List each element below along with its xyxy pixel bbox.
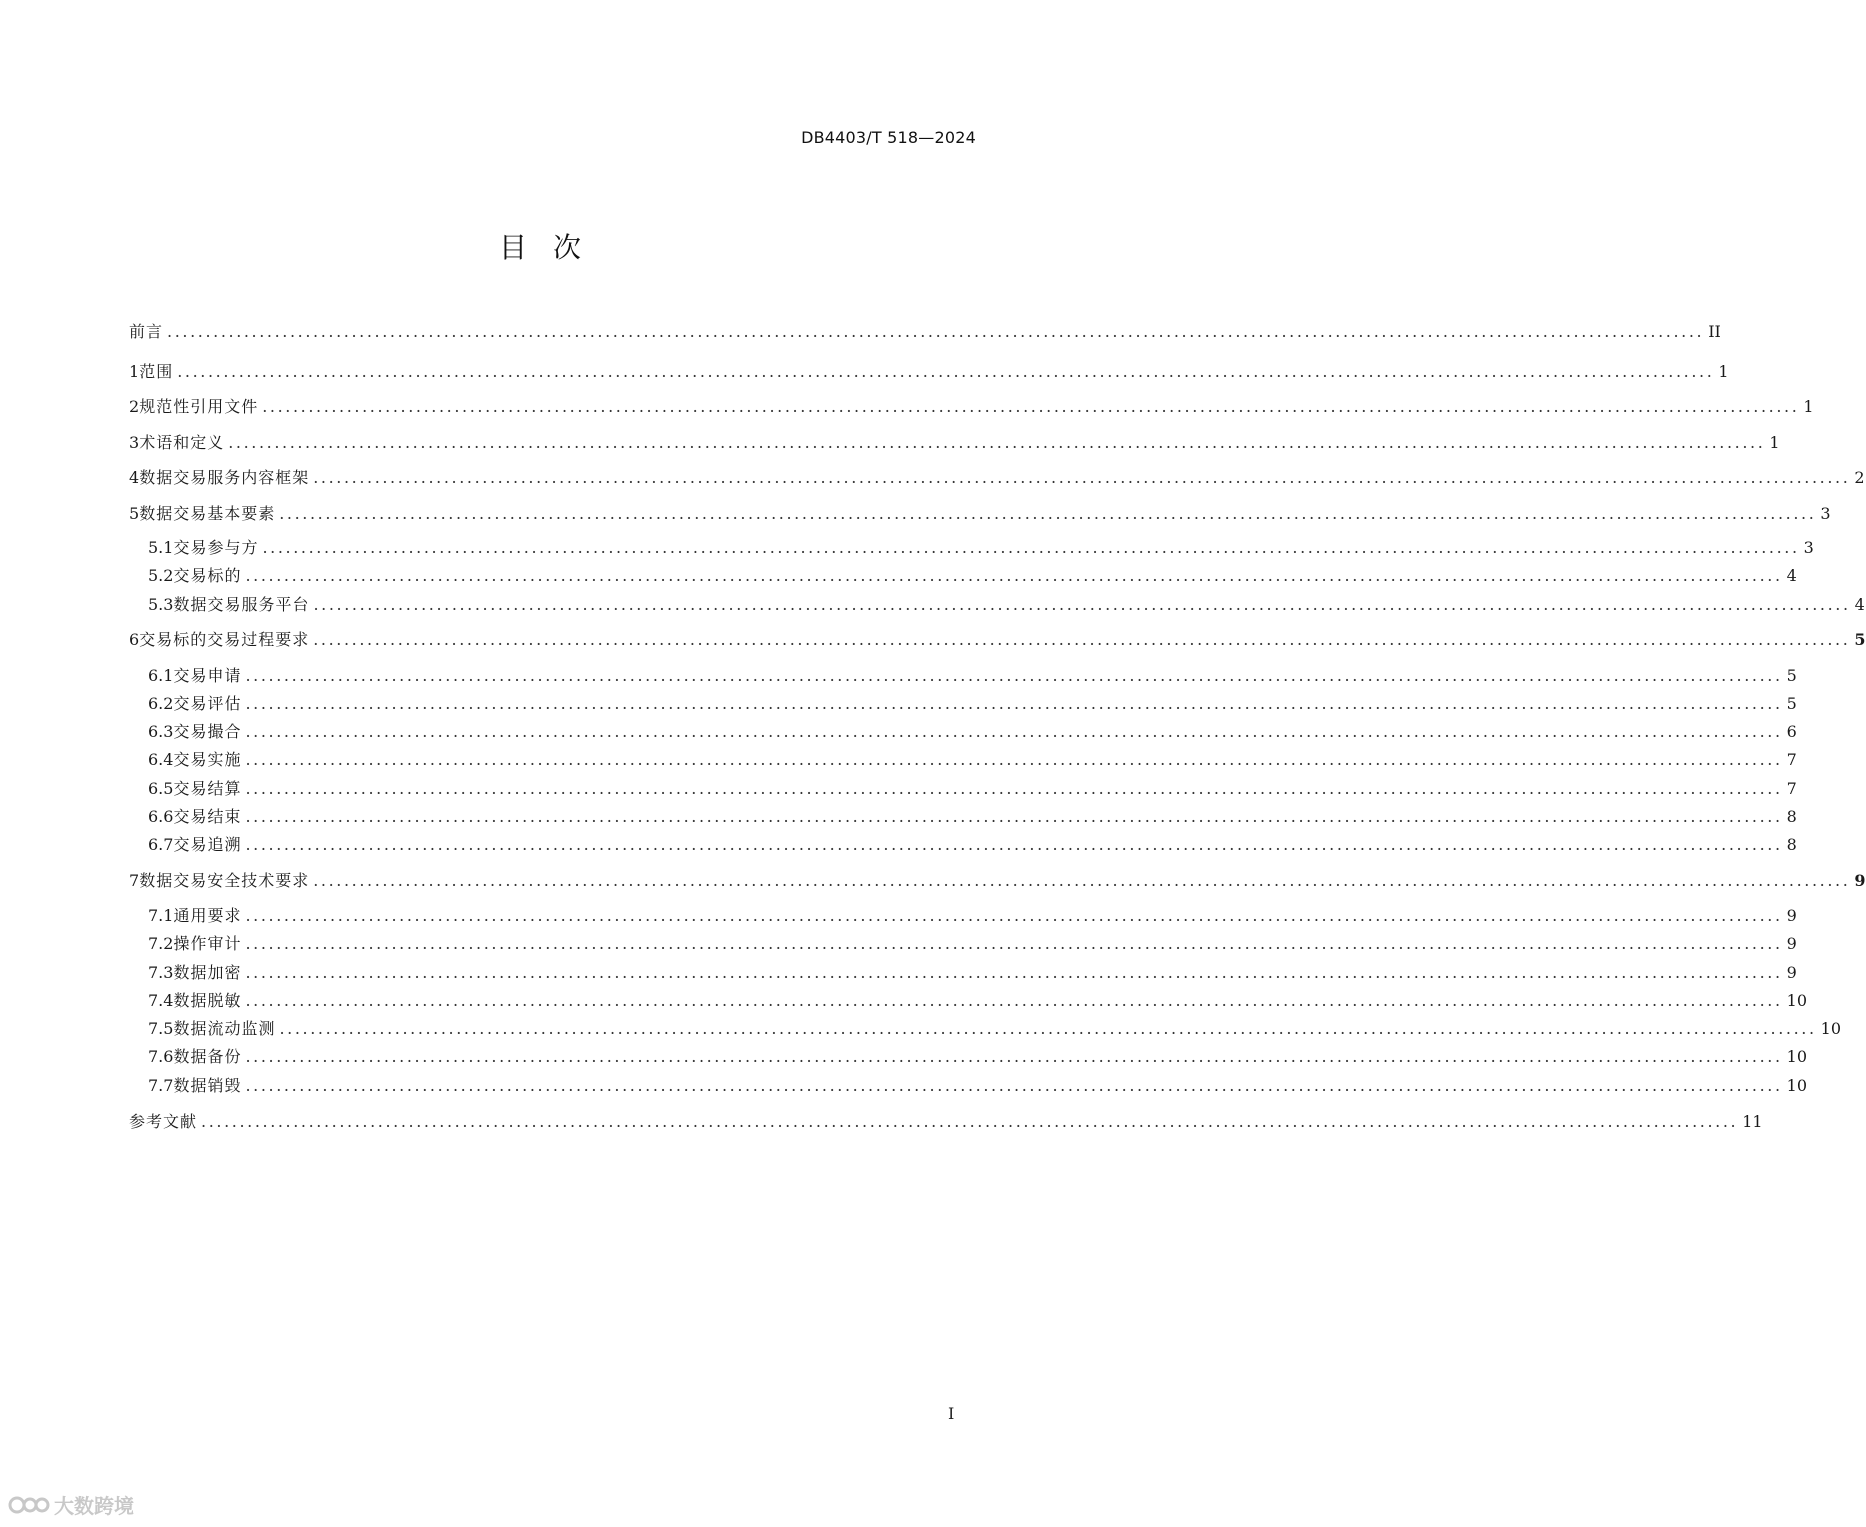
toc-entry-label: 交易评估 xyxy=(173,694,242,713)
toc-entry-page: 10 xyxy=(1820,1019,1842,1038)
toc-entry-page: 3 xyxy=(1803,538,1814,557)
toc-entry[interactable] xyxy=(148,805,1797,829)
toc-entry-page: 8 xyxy=(1786,807,1797,826)
toc-entry[interactable] xyxy=(148,692,1797,716)
toc-entry-label: 参考文献 xyxy=(129,1112,198,1131)
toc-leader-dots: ........................................................................................................................................................................................................ xyxy=(313,468,1851,487)
toc-entry[interactable] xyxy=(148,833,1797,857)
toc-entry-page: 1 xyxy=(1718,362,1729,381)
toc-entry-label: 数据加密 xyxy=(173,963,242,982)
toc-leader-dots: ........................................................................................................................................................................................................ xyxy=(313,595,1851,614)
toc-entry-page: 9 xyxy=(1786,934,1797,953)
toc-entry[interactable] xyxy=(148,904,1797,928)
toc-entry-label: 交易申请 xyxy=(173,666,242,685)
toc-entry-page: 5 xyxy=(1786,694,1797,713)
toc-entry[interactable] xyxy=(148,961,1797,985)
toc-entry-page: 4 xyxy=(1786,566,1797,585)
toc-leader-dots: ........................................................................................................................................................................................................ xyxy=(245,807,1783,826)
toc-entry[interactable] xyxy=(148,1045,1808,1069)
toc-entry-page: 10 xyxy=(1786,1076,1808,1095)
toc-entry-label: 术语和定义 xyxy=(139,433,225,452)
toc-entry-number: 6.5 xyxy=(148,779,174,798)
toc-entry-number: 6.1 xyxy=(148,666,174,685)
toc-entry-label: 交易结束 xyxy=(173,807,242,826)
toc-entry-page: II xyxy=(1708,322,1721,341)
toc-entry-number: 6.3 xyxy=(148,722,174,741)
toc-entry-page: 3 xyxy=(1820,504,1831,523)
toc-leader-dots: ........................................................................................................................................................................................................ xyxy=(201,1112,1739,1131)
toc-leader-dots: ........................................................................................................................................................................................................ xyxy=(313,871,1851,890)
toc-entry-number: 7.5 xyxy=(148,1019,174,1038)
toc-entry-label: 数据交易安全技术要求 xyxy=(139,871,310,890)
toc-entry-label: 数据脱敏 xyxy=(173,991,242,1010)
toc-entry-number: 5 xyxy=(129,504,140,523)
toc-leader-dots: ........................................................................................................................................................................................................ xyxy=(262,397,1800,416)
toc-entry[interactable] xyxy=(148,593,1865,617)
toc-title: 目次 xyxy=(498,231,607,264)
toc-entry-number: 7 xyxy=(129,871,140,890)
toc-entry-label: 数据销毁 xyxy=(173,1076,242,1095)
toc-entry[interactable] xyxy=(148,720,1797,744)
toc-entry-page: 9 xyxy=(1854,871,1866,890)
toc-entry[interactable] xyxy=(129,1110,1763,1134)
toc-entry-page: 10 xyxy=(1786,1047,1808,1066)
toc-leader-dots: ........................................................................................................................................................................................................ xyxy=(279,504,1817,523)
toc-entry-number: 3 xyxy=(129,433,140,452)
toc-entry-page: 9 xyxy=(1786,963,1797,982)
toc-entry-label: 交易标的交易过程要求 xyxy=(139,630,310,649)
toc-entry-page: 5 xyxy=(1854,630,1866,649)
toc-entry[interactable] xyxy=(129,395,1814,419)
toc-entry-label: 通用要求 xyxy=(173,906,242,925)
toc-entry[interactable] xyxy=(129,628,1866,652)
toc-entry-page: 7 xyxy=(1786,779,1797,798)
toc-leader-dots: ........................................................................................................................................................................................................ xyxy=(245,906,1783,925)
toc-entry-page: 5 xyxy=(1786,666,1797,685)
toc-entry-number: 7.3 xyxy=(148,963,174,982)
toc-entry-page: 2 xyxy=(1854,468,1865,487)
toc-entry[interactable] xyxy=(129,466,1865,490)
toc-entry-page: 7 xyxy=(1786,750,1797,769)
brand-logo-icon xyxy=(8,1492,50,1518)
toc-leader-dots: ........................................................................................................................................................................................................ xyxy=(245,566,1783,585)
toc-entry[interactable] xyxy=(148,777,1797,801)
toc-entry-page: 4 xyxy=(1854,595,1865,614)
toc-leader-dots: ........................................................................................................................................................................................................ xyxy=(167,322,1705,341)
toc-entry[interactable] xyxy=(129,320,1721,344)
toc-entry-number: 7.6 xyxy=(148,1047,174,1066)
toc-entry-label: 前言 xyxy=(129,322,164,341)
toc-entry-number: 6.4 xyxy=(148,750,174,769)
toc-entry-page: 1 xyxy=(1769,433,1780,452)
toc-entry-number: 4 xyxy=(129,468,140,487)
toc-entry-number: 1 xyxy=(129,362,140,381)
toc-entry[interactable] xyxy=(148,664,1797,688)
toc-entry-label: 交易结算 xyxy=(173,779,242,798)
toc-entry[interactable] xyxy=(148,989,1808,1013)
toc-entry-label: 规范性引用文件 xyxy=(139,397,259,416)
toc-leader-dots: ........................................................................................................................................................................................................ xyxy=(245,779,1783,798)
toc-entry-number: 6.7 xyxy=(148,835,174,854)
toc-entry-number: 6.6 xyxy=(148,807,174,826)
toc-entry[interactable] xyxy=(148,1017,1842,1041)
toc-leader-dots: ........................................................................................................................................................................................................ xyxy=(245,835,1783,854)
page-number: I xyxy=(948,1404,955,1423)
toc-entry[interactable] xyxy=(129,431,1780,455)
toc-entry[interactable] xyxy=(129,869,1866,893)
toc-entry-label: 数据交易服务平台 xyxy=(173,595,310,614)
toc-leader-dots: ........................................................................................................................................................................................................ xyxy=(245,991,1783,1010)
toc-entry-label: 数据交易服务内容框架 xyxy=(139,468,310,487)
toc-leader-dots: ........................................................................................................................................................................................................ xyxy=(245,1047,1783,1066)
toc-leader-dots: ........................................................................................................................................................................................................ xyxy=(177,362,1715,381)
toc-entry-number: 7.7 xyxy=(148,1076,174,1095)
watermark xyxy=(8,1490,134,1519)
toc-leader-dots: ........................................................................................................................................................................................................ xyxy=(313,630,1851,649)
toc-entry-label: 交易参与方 xyxy=(173,538,259,557)
toc-entry[interactable] xyxy=(148,1074,1808,1098)
toc-entry-label: 范围 xyxy=(139,362,174,381)
toc-entry[interactable] xyxy=(129,360,1729,384)
toc-leader-dots: ........................................................................................................................................................................................................ xyxy=(262,538,1800,557)
toc-entry-number: 2 xyxy=(129,397,140,416)
toc-leader-dots: ........................................................................................................................................................................................................ xyxy=(245,722,1783,741)
toc-entry-page: 1 xyxy=(1803,397,1814,416)
toc-entry-number: 5.3 xyxy=(148,595,174,614)
toc-entry-number: 6.2 xyxy=(148,694,174,713)
toc-leader-dots: ........................................................................................................................................................................................................ xyxy=(245,666,1783,685)
toc-entry-number: 7.2 xyxy=(148,934,174,953)
toc-entry-number: 5.2 xyxy=(148,566,174,585)
toc-entry-page: 6 xyxy=(1786,722,1797,741)
document-code: DB4403/T 518—2024 xyxy=(801,128,976,147)
toc-entry-page: 11 xyxy=(1742,1112,1763,1131)
toc-leader-dots: ........................................................................................................................................................................................................ xyxy=(279,1019,1817,1038)
toc-entry-label: 操作审计 xyxy=(173,934,242,953)
toc-entry-label: 交易标的 xyxy=(173,566,242,585)
toc-entry-label: 交易实施 xyxy=(173,750,242,769)
toc-entry-number: 6 xyxy=(129,630,140,649)
toc-entry[interactable] xyxy=(148,932,1797,956)
toc-entry[interactable] xyxy=(148,536,1814,560)
toc-entry-page: 8 xyxy=(1786,835,1797,854)
toc-entry-label: 数据备份 xyxy=(173,1047,242,1066)
toc-entry[interactable] xyxy=(148,748,1797,772)
toc-entry-label: 数据交易基本要素 xyxy=(139,504,276,523)
toc-leader-dots: ........................................................................................................................................................................................................ xyxy=(245,750,1783,769)
toc-entry-number: 7.1 xyxy=(148,906,174,925)
toc-leader-dots: ........................................................................................................................................................................................................ xyxy=(245,963,1783,982)
toc-entry-page: 9 xyxy=(1786,906,1797,925)
toc-leader-dots: ........................................................................................................................................................................................................ xyxy=(228,433,1766,452)
toc-leader-dots: ........................................................................................................................................................................................................ xyxy=(245,694,1783,713)
toc-entry-label: 数据流动监测 xyxy=(173,1019,276,1038)
toc-entry-label: 交易追溯 xyxy=(173,835,242,854)
toc-entry-label: 交易撮合 xyxy=(173,722,242,741)
watermark-text: 大数跨境 xyxy=(54,1494,134,1518)
toc-entry-number: 7.4 xyxy=(148,991,174,1010)
toc-leader-dots: ........................................................................................................................................................................................................ xyxy=(245,1076,1783,1095)
toc-entry-number: 5.1 xyxy=(148,538,174,557)
toc-entry[interactable] xyxy=(148,564,1797,588)
toc-entry-page: 10 xyxy=(1786,991,1808,1010)
toc-leader-dots: ........................................................................................................................................................................................................ xyxy=(245,934,1783,953)
toc-entry[interactable] xyxy=(129,502,1831,526)
